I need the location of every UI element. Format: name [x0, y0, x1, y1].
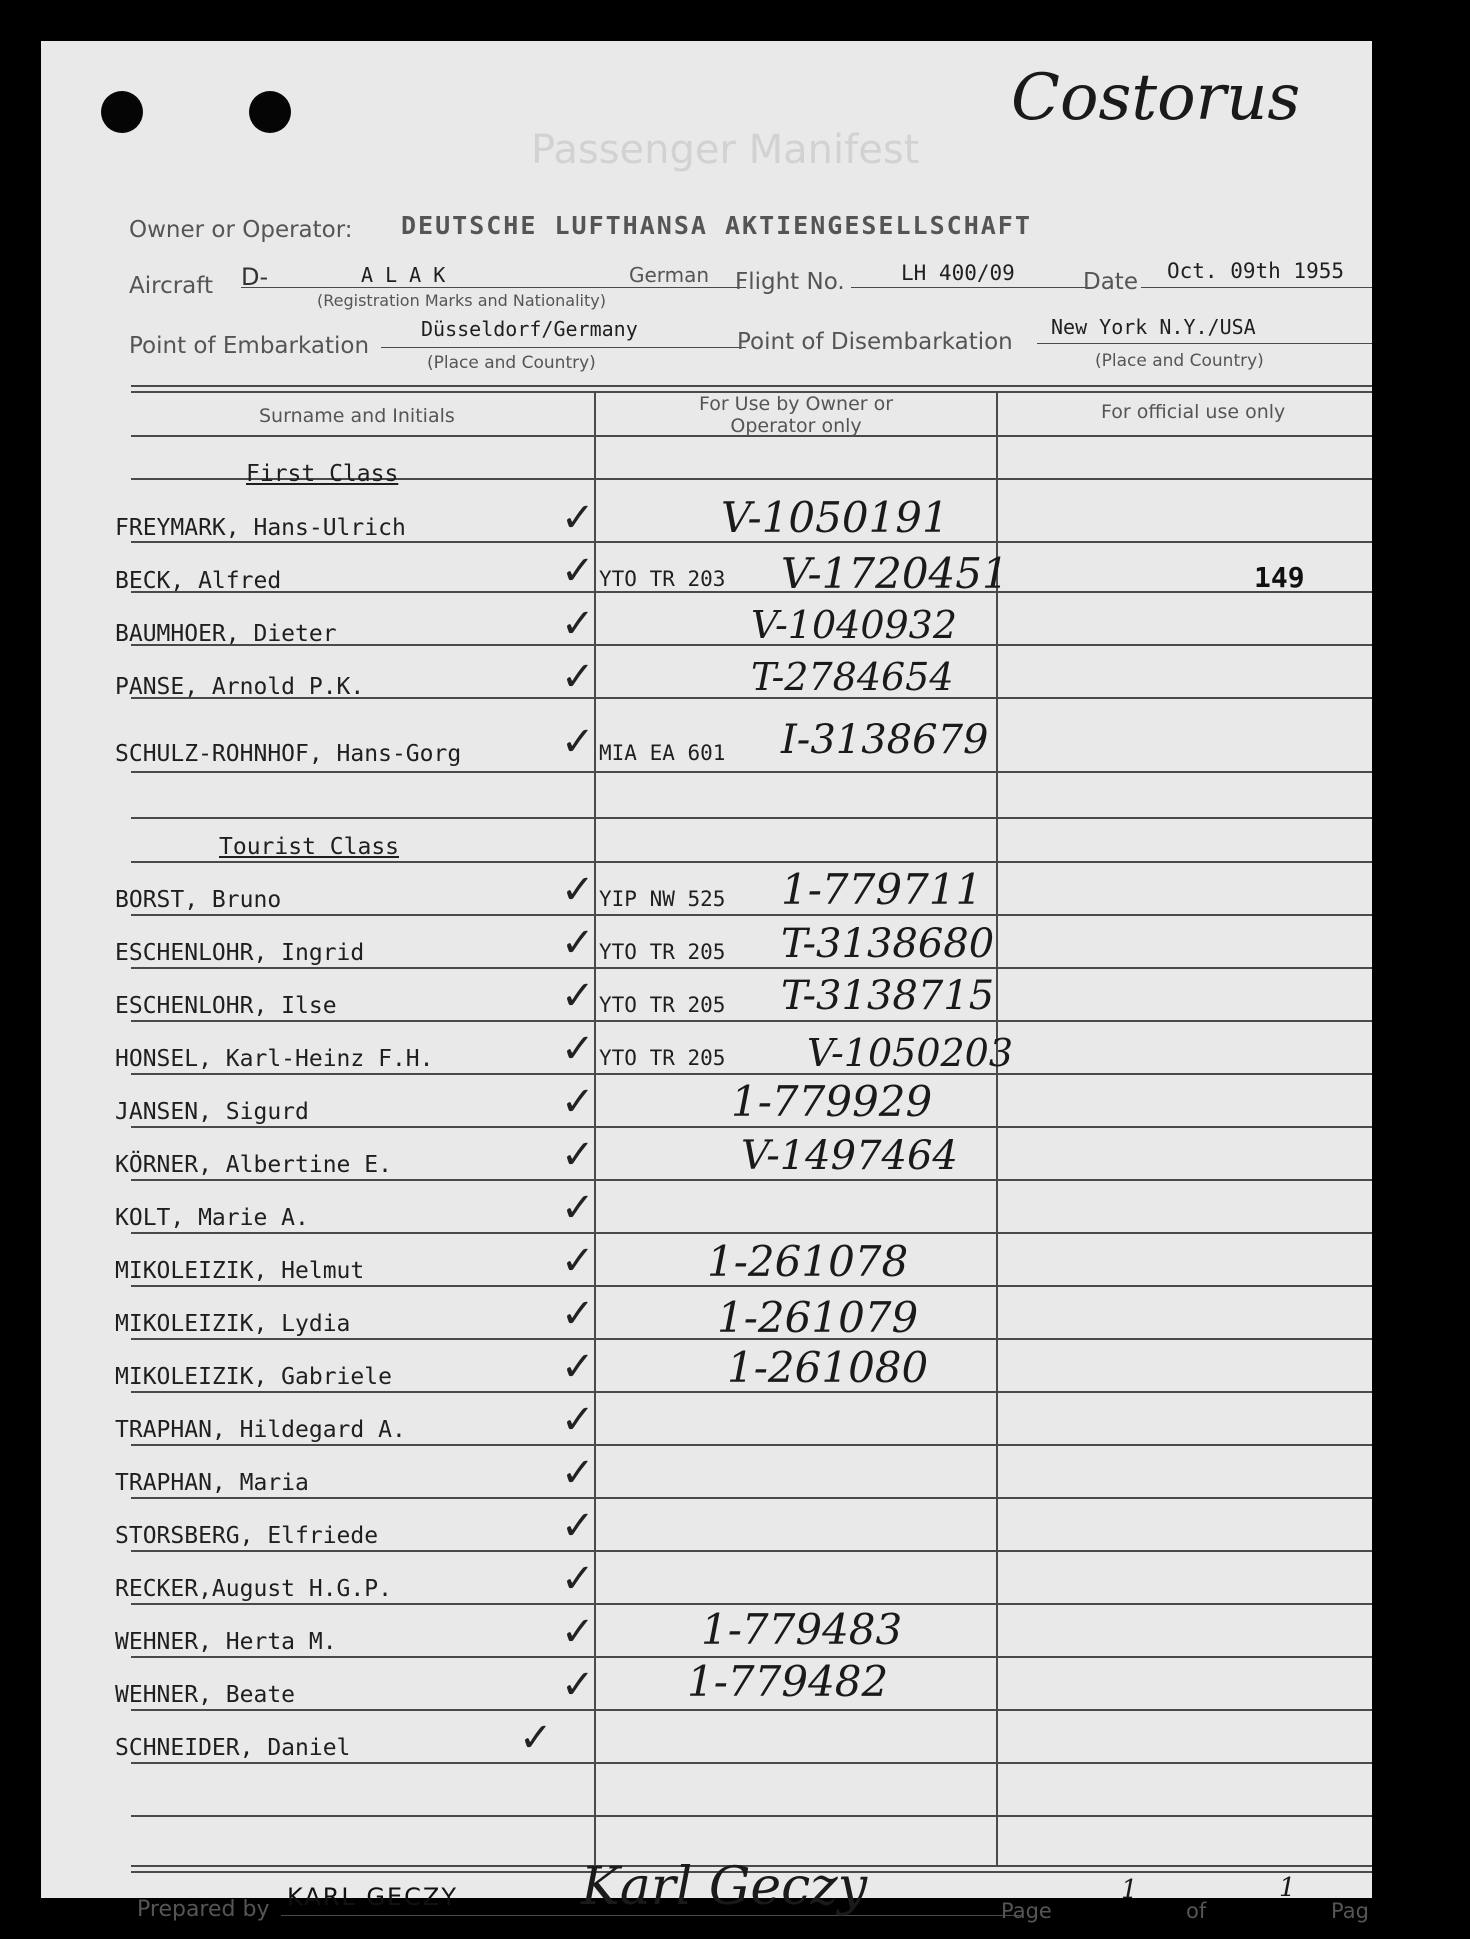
flight-code: MIA EA 601 — [599, 741, 726, 765]
ticket-number: 1-779929 — [731, 1077, 933, 1126]
disembark-caption: (Place and Country) — [1095, 351, 1264, 371]
passenger-name: RECKER,August H.G.P. — [115, 1576, 392, 1602]
row-rule — [131, 771, 1372, 773]
passenger-name: FREYMARK, Hans-Ulrich — [115, 515, 406, 541]
check-mark-icon: ✓ — [561, 654, 595, 700]
passenger-name: MIKOLEIZIK, Lydia — [115, 1311, 351, 1337]
date-label: Date — [1083, 269, 1138, 295]
check-mark-icon: ✓ — [561, 1291, 595, 1337]
aircraft-caption: (Registration Marks and Nationality) — [317, 291, 606, 310]
check-mark-icon: ✓ — [561, 1397, 595, 1443]
passenger-name: BECK, Alfred — [115, 568, 282, 594]
flight-code: YTO TR 203 — [599, 567, 726, 591]
row-rule — [131, 1709, 1372, 1711]
row-rule — [131, 817, 1372, 819]
column-header-owner-use: For Use by Owner or Operator only — [698, 393, 894, 437]
check-mark-icon: ✓ — [561, 1556, 595, 1602]
passenger-name: ESCHENLOHR, Ingrid — [115, 940, 365, 966]
prepared-value: KARL GECZY — [287, 1883, 459, 1911]
check-mark-icon: ✓ — [561, 1503, 595, 1549]
punch-hole-left — [101, 91, 143, 133]
check-mark-icon: ✓ — [561, 920, 595, 966]
row-rule — [131, 1815, 1372, 1817]
check-mark-icon: ✓ — [561, 1132, 595, 1178]
ticket-number: 1-779483 — [701, 1605, 903, 1654]
row-rule — [131, 1444, 1372, 1446]
check-mark-icon: ✓ — [561, 867, 595, 913]
corner-note: Costorus — [1011, 61, 1301, 135]
row-rule — [131, 861, 1372, 863]
passenger-name: MIKOLEIZIK, Helmut — [115, 1258, 365, 1284]
passenger-name: KÖRNER, Albertine E. — [115, 1152, 392, 1178]
ticket-number: V-1720451 — [781, 549, 1009, 598]
check-mark-icon: ✓ — [561, 601, 595, 647]
ticket-number: 1-261080 — [727, 1343, 929, 1392]
row-rule — [131, 1232, 1372, 1234]
embark-caption: (Place and Country) — [427, 353, 596, 373]
passenger-name: TRAPHAN, Hildegard A. — [115, 1417, 406, 1443]
row-rule — [131, 1126, 1372, 1128]
owner-label: Owner or Operator: — [129, 217, 353, 243]
aircraft-prefix: D- — [241, 263, 269, 291]
passenger-name: SCHNEIDER, Daniel — [115, 1735, 351, 1761]
passenger-name: BORST, Bruno — [115, 887, 282, 913]
check-mark-icon: ✓ — [561, 1185, 595, 1231]
passenger-name: BAUMHOER, Dieter — [115, 621, 337, 647]
section-first-class: First Class — [246, 461, 399, 487]
prepared-label: Prepared by — [137, 1897, 270, 1922]
row-rule — [131, 967, 1372, 969]
passenger-name: JANSEN, Sigurd — [115, 1099, 309, 1125]
check-mark-icon: ✓ — [561, 1344, 595, 1390]
section-tourist-class: Tourist Class — [219, 834, 400, 860]
row-rule — [131, 1073, 1372, 1075]
flight-code: YTO TR 205 — [599, 993, 726, 1017]
faded-title: Passenger Manifest — [531, 127, 920, 173]
passenger-name: STORSBERG, Elfriede — [115, 1523, 379, 1549]
date-value: Oct. 09th 1955 — [1167, 259, 1345, 283]
ticket-number: T-3138715 — [781, 973, 995, 1019]
check-mark-icon: ✓ — [561, 1026, 595, 1072]
page-label-right: Pag — [1331, 1899, 1369, 1923]
check-mark-icon: ✓ — [561, 1609, 595, 1655]
row-rule — [131, 1179, 1372, 1181]
row-rule — [131, 1020, 1372, 1022]
ticket-number: 1-779482 — [687, 1657, 889, 1706]
disembark-label: Point of Disembarkation — [737, 329, 1013, 355]
ticket-number: T-3138680 — [781, 921, 995, 967]
ticket-number: V-1497464 — [741, 1133, 958, 1179]
flight-code: YIP NW 525 — [599, 887, 726, 911]
check-mark-icon: ✓ — [561, 1450, 595, 1496]
flight-label: Flight No. — [735, 269, 845, 295]
row-rule — [131, 914, 1372, 916]
ticket-number: V-1050203 — [807, 1031, 1014, 1075]
check-mark-icon: ✓ — [561, 973, 595, 1019]
column-divider-right — [996, 391, 998, 1865]
of-value: 1 — [1279, 1873, 1296, 1903]
check-mark-icon: ✓ — [561, 1079, 595, 1125]
aircraft-value: A L A K — [361, 263, 446, 287]
flight-value: LH 400/09 — [901, 261, 1015, 285]
ticket-number: I-3138679 — [781, 717, 989, 763]
ticket-number: V-1040932 — [751, 603, 958, 647]
embark-value: Düsseldorf/Germany — [421, 317, 638, 341]
passenger-name: WEHNER, Herta M. — [115, 1629, 337, 1655]
ticket-number: V-1050191 — [721, 493, 949, 542]
passenger-name: KOLT, Marie A. — [115, 1205, 309, 1231]
flight-code: YTO TR 205 — [599, 940, 726, 964]
passenger-name: PANSE, Arnold P.K. — [115, 674, 365, 700]
ticket-number: 1-261078 — [707, 1237, 909, 1286]
row-rule — [131, 1762, 1372, 1764]
disembark-value: New York N.Y./USA — [1051, 315, 1256, 339]
check-mark-icon: ✓ — [561, 1238, 595, 1284]
passenger-name: TRAPHAN, Maria — [115, 1470, 309, 1496]
aircraft-label: Aircraft — [129, 273, 213, 299]
embark-label: Point of Embarkation — [129, 333, 370, 359]
row-rule — [131, 591, 1372, 593]
of-label: of — [1186, 1899, 1207, 1923]
check-mark-icon: ✓ — [561, 1662, 595, 1708]
owner-value: DEUTSCHE LUFTHANSA AKTIENGESELLSCHAFT — [401, 211, 1032, 240]
ticket-number: 1-779711 — [781, 865, 983, 914]
passenger-name: ESCHENLOHR, Ilse — [115, 993, 337, 1019]
passenger-name: SCHULZ-ROHNHOF, Hans-Gorg — [115, 741, 462, 767]
aircraft-nationality: German — [629, 263, 710, 287]
punch-hole-right — [249, 91, 291, 133]
passenger-name: MIKOLEIZIK, Gabriele — [115, 1364, 392, 1390]
official-number: 149 — [1254, 561, 1305, 594]
signature: Karl Geczy — [581, 1857, 868, 1917]
passenger-name: HONSEL, Karl-Heinz F.H. — [115, 1046, 434, 1072]
ticket-number: T-2784654 — [751, 655, 954, 699]
check-mark-icon: ✓ — [561, 495, 595, 541]
column-header-official: For official use only — [1101, 401, 1286, 423]
column-header-name: Surname and Initials — [259, 405, 455, 427]
row-rule — [131, 1550, 1372, 1552]
flight-code: YTO TR 205 — [599, 1046, 726, 1070]
manifest-page — [41, 41, 1372, 1923]
check-mark-icon: ✓ — [561, 719, 595, 765]
page-label: Page — [1001, 1899, 1052, 1923]
ticket-number: 1-261079 — [717, 1293, 919, 1342]
check-mark-icon: ✓ — [561, 548, 595, 594]
passenger-name: WEHNER, Beate — [115, 1682, 296, 1708]
row-rule — [131, 1497, 1372, 1499]
page-value: 1 — [1121, 1875, 1138, 1905]
check-mark-icon: ✓ — [519, 1715, 553, 1761]
